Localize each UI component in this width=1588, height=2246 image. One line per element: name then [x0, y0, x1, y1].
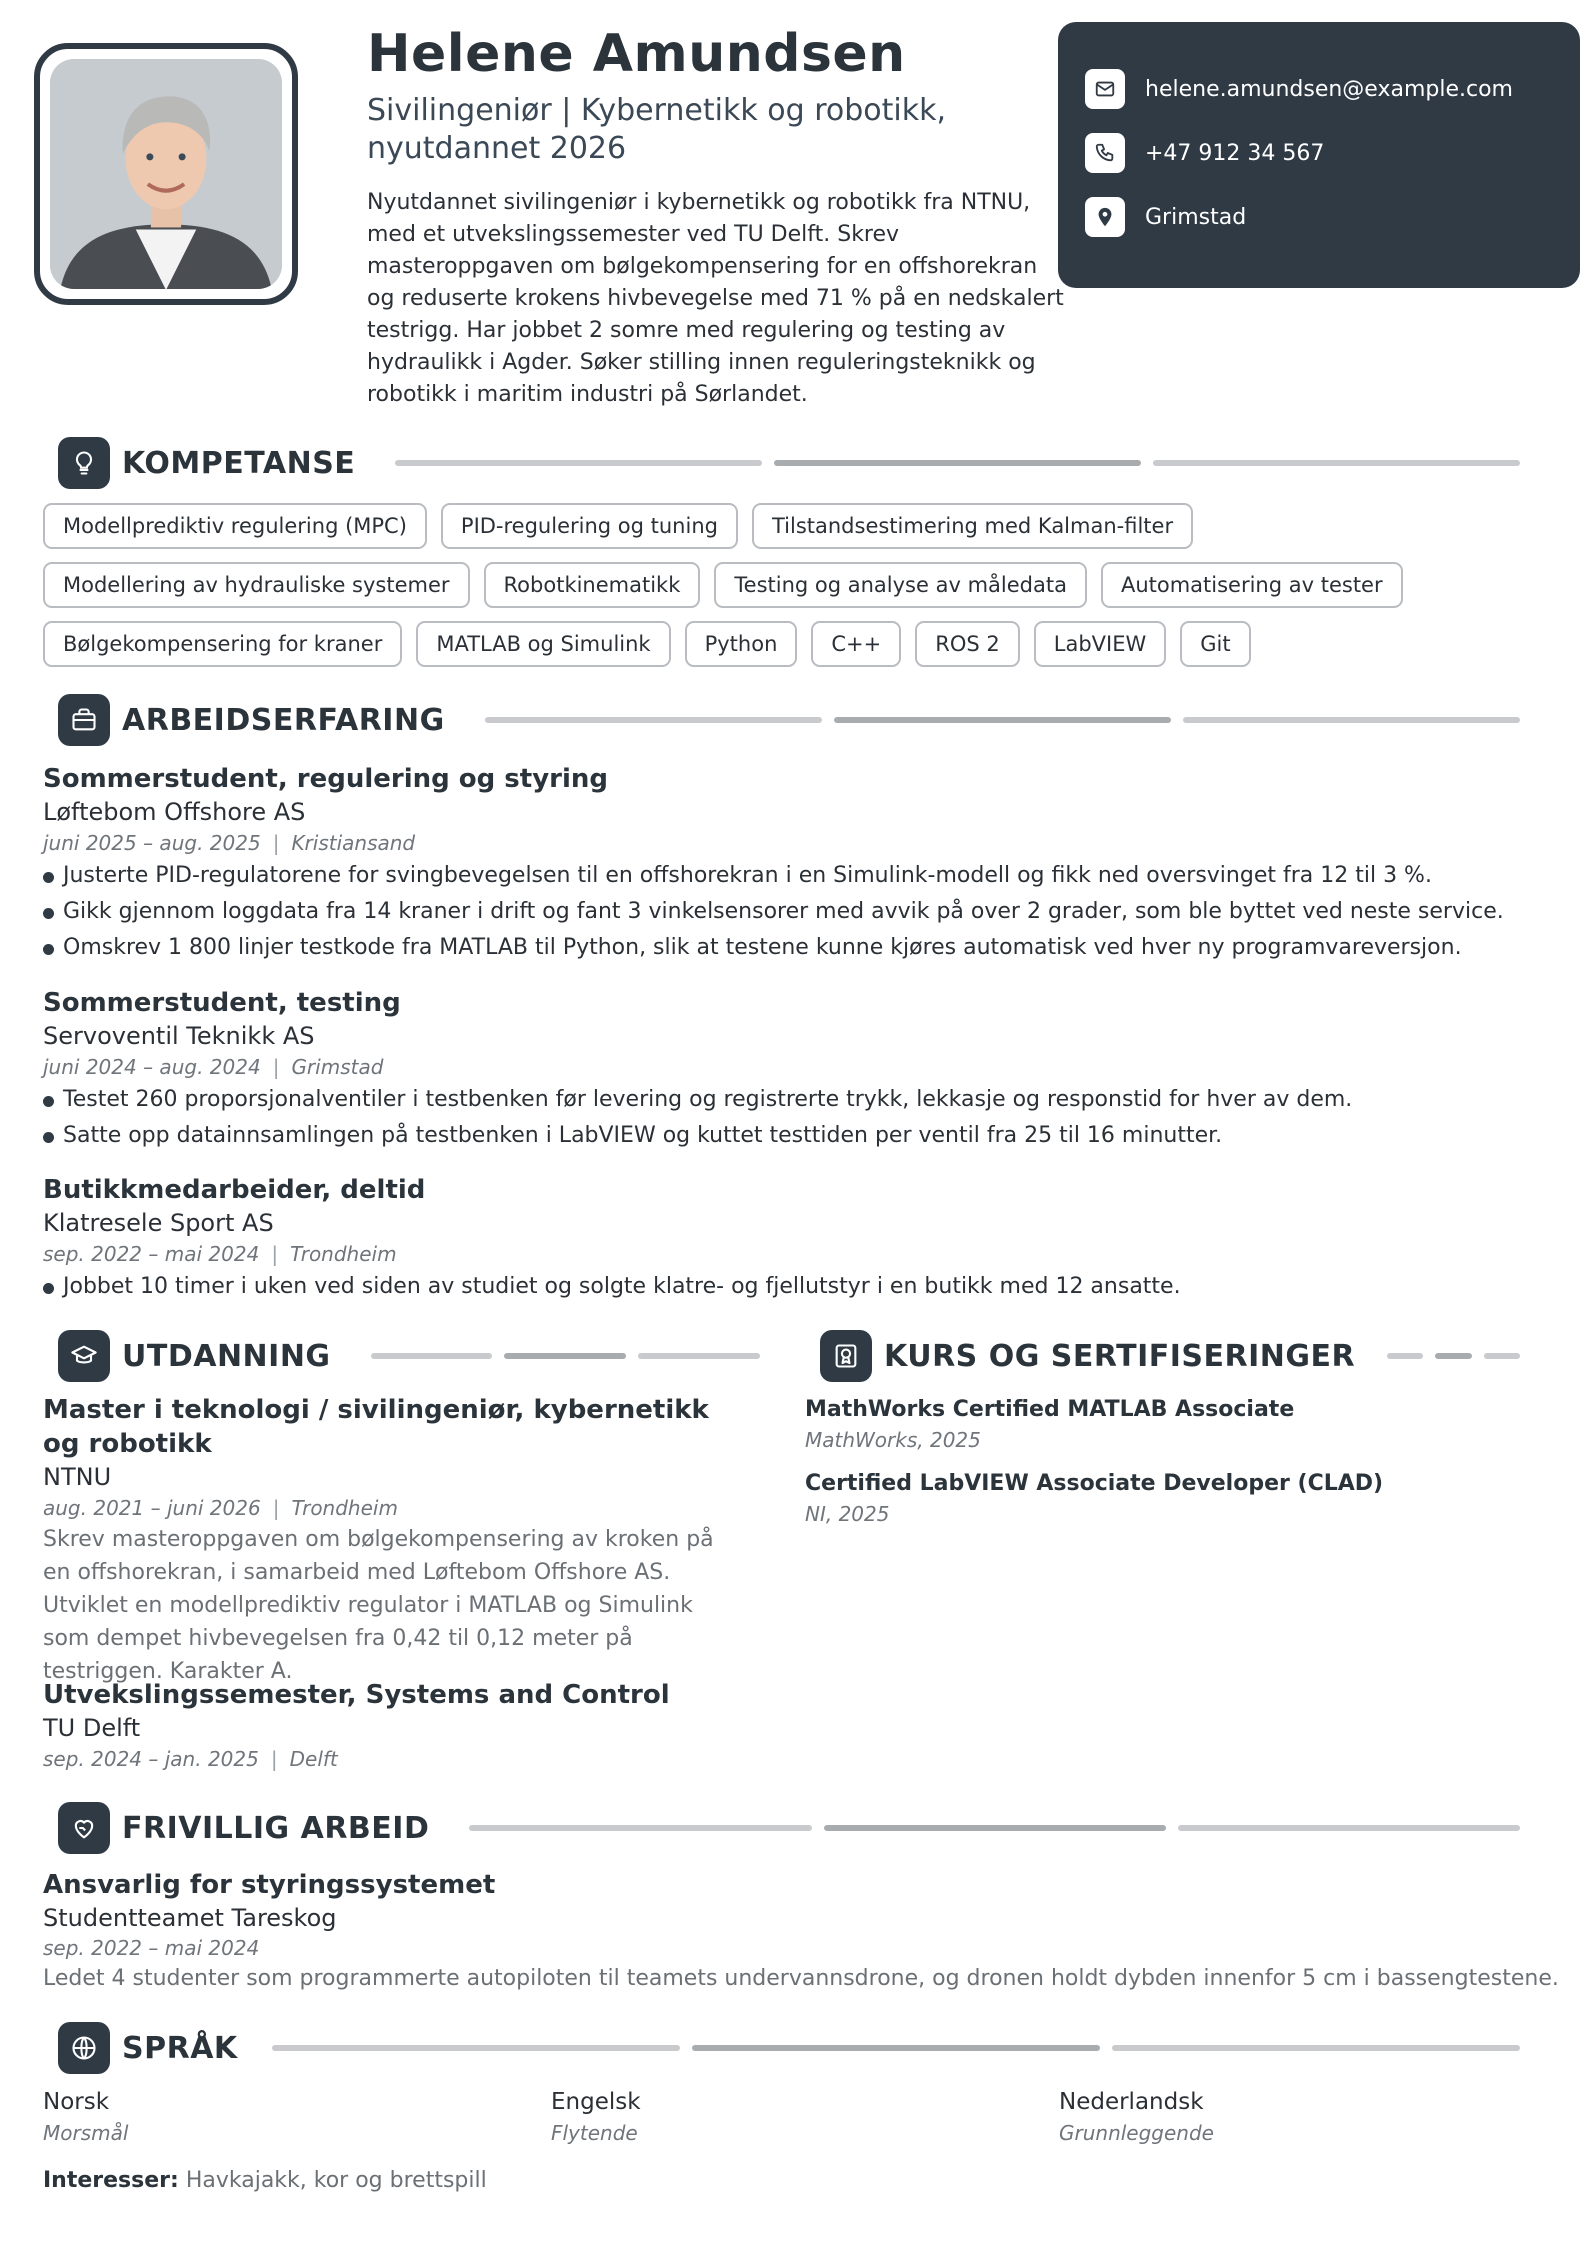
skills-list	[43, 503, 1553, 667]
employer: Servoventil Teknikk AS	[43, 1022, 315, 1050]
skill-chip: LabVIEW	[1034, 621, 1167, 667]
section-title: FRIVILLIG ARBEID	[122, 1810, 430, 1846]
education-place: Delft	[289, 1747, 338, 1771]
profile-summary: Nyutdannet sivilingeniør i kybernetikk og robotikk fra NTNU, med et utvekslingssemester ved TU Delft. Skrev masteroppgaven om bølgekompensering for en offshorekran og reduserte krokens hivbevegelse med 71 % på en nedskalert testrigg. Har jobbet 2 somre med regulering og testing av hydraulikk i Agder. Søker stilling innen reguleringsteknikk og robotikk i maritim industri på Sørlandet.	[367, 190, 1064, 407]
education-description: Skrev masteroppgaven om bølgekompensering av kroken på en offshorekran, i samarbeid med Løftebom Offshore AS. Utviklet en modellprediktiv regulator i MATLAB og Simulink som dempet hivbevegelsen fra 0,42 til 0,12 meter på testriggen. Karakter A.	[43, 1527, 714, 1684]
globe-icon	[58, 2022, 110, 2074]
school: TU Delft	[43, 1714, 141, 1742]
skill-chip: Python	[685, 621, 798, 667]
section-title: KURS OG SERTIFISERINGER	[884, 1338, 1356, 1374]
skill-chip: Testing og analyse av måledata	[714, 562, 1087, 608]
cert-meta: NI, 2025	[805, 1502, 890, 1526]
language-level: Grunnleggende	[1059, 2121, 1214, 2145]
contact-phone	[1058, 132, 1580, 174]
section-title: ARBEIDSERFARING	[122, 702, 445, 738]
skill-chip: MATLAB og Simulink	[416, 621, 670, 667]
skill-chip: Robotkinematikk	[484, 562, 701, 608]
degree-title-line: og robotikk	[43, 1429, 212, 1459]
section-title: UTDANNING	[122, 1338, 331, 1374]
mail-icon	[1085, 69, 1125, 109]
volunteer-role: Ansvarlig for styringssystemet	[43, 1870, 496, 1900]
section-heading-volunteer	[58, 1802, 1520, 1854]
job-place: Trondheim	[290, 1242, 397, 1266]
contact-email	[1058, 68, 1580, 110]
education-dates: sep. 2024 – jan. 2025	[43, 1747, 259, 1771]
list-item: Satte opp datainnsamlingen på testbenken i LabVIEW og kuttet testtiden per ventil fra 25 til 16 minutter.	[43, 1118, 1352, 1154]
education-meta: aug. 2021 – juni 2026 | Trondheim	[43, 1496, 398, 1520]
job-dates: juni 2024 – aug. 2024	[43, 1055, 261, 1079]
skill-chip: ROS 2	[915, 621, 1020, 667]
section-rule	[469, 1825, 1520, 1831]
candidate-name: Helene Amundsen	[367, 24, 906, 84]
section-heading-experience	[58, 694, 1520, 746]
heart-hand-icon	[58, 1802, 110, 1854]
education-place: Trondheim	[291, 1496, 398, 1520]
skill-chip: Git	[1180, 621, 1250, 667]
graduation-cap-icon	[58, 1330, 110, 1382]
location-pin-icon	[1085, 197, 1125, 237]
list-item: Justerte PID-regulatorene for svingbevegelsen til en offshorekran i en Simulink-modell og fikk ned oversvinget fra 12 til 3 %.	[43, 858, 1504, 894]
briefcase-icon	[58, 694, 110, 746]
profile-photo	[50, 59, 282, 289]
phone-icon	[1085, 133, 1125, 173]
list-item: Gikk gjennom loggdata fra 14 kraner i drift og fant 3 vinkelsensorer med avvik på over 2 grader, som ble byttet ved neste service.	[43, 894, 1504, 930]
section-rule	[371, 1353, 760, 1359]
volunteer-description: Ledet 4 studenter som programmerte autopiloten til teamets undervannsdrone, og dronen holdt dybden innenfor 5 cm i bassengtestene.	[43, 1966, 1559, 1991]
language-item	[551, 2086, 641, 2148]
headline-line: nyutdannet 2026	[367, 131, 627, 166]
language-name: Engelsk	[551, 2089, 641, 2115]
employer: Klatresele Sport AS	[43, 1209, 274, 1237]
section-rule	[272, 2045, 1520, 2051]
interests-label: Interesser:	[43, 2168, 179, 2193]
language-name: Nederlandsk	[1059, 2089, 1204, 2115]
contact-location	[1058, 196, 1580, 238]
experience-entry	[43, 1173, 1181, 1305]
job-dates: sep. 2022 – mai 2024	[43, 1242, 260, 1266]
degree-title-line: Master i teknologi / sivilingeniør, kybernetikk	[43, 1395, 709, 1425]
education-entry	[43, 1393, 743, 1688]
skill-chip: Tilstandsestimering med Kalman-filter	[752, 503, 1193, 549]
experience-entry	[43, 986, 1352, 1154]
skill-chip: Modellprediktiv regulering (MPC)	[43, 503, 427, 549]
job-meta: sep. 2022 – mai 2024 | Trondheim	[43, 1242, 397, 1266]
experience-entry	[43, 762, 1504, 966]
section-heading-skills	[58, 437, 1520, 489]
headline-line: Sivilingeniør | Kybernetikk og robotikk,	[367, 93, 947, 128]
section-heading-education	[58, 1330, 760, 1382]
skill-chip: C++	[811, 621, 901, 667]
cert-meta: MathWorks, 2025	[805, 1428, 981, 1452]
list-item: Testet 260 proporsjonalventiler i testbenken før levering og registrerte trykk, lekkasje og responstid for hver av dem.	[43, 1082, 1352, 1118]
interests-line	[43, 2168, 487, 2193]
interests-value: Havkajakk, kor og brettspill	[185, 2168, 487, 2193]
section-heading-certs	[820, 1330, 1520, 1382]
education-dates: aug. 2021 – juni 2026	[43, 1496, 261, 1520]
skill-chip: Automatisering av tester	[1101, 562, 1403, 608]
cert-title: Certified LabVIEW Associate Developer (CLAD)	[805, 1471, 1384, 1496]
section-heading-languages	[58, 2022, 1520, 2074]
cert-entry	[805, 1395, 1294, 1455]
section-rule	[485, 717, 1520, 723]
lightbulb-icon	[58, 437, 110, 489]
candidate-headline	[367, 92, 1047, 168]
education-entry	[43, 1678, 743, 1774]
degree-title	[43, 1393, 743, 1461]
volunteer-entry	[43, 1868, 1559, 1995]
list-item: Omskrev 1 800 linjer testkode fra MATLAB til Python, slik at testene kunne kjøres automatisk ved hver ny programvareversjon.	[43, 930, 1504, 966]
skill-chip: Bølgekompensering for kraner	[43, 621, 402, 667]
section-rule	[1387, 1353, 1520, 1359]
email-text[interactable]: helene.amundsen@example.com	[1145, 76, 1513, 102]
job-meta: juni 2025 – aug. 2025 | Kristiansand	[43, 831, 416, 855]
job-meta: juni 2024 – aug. 2024 | Grimstad	[43, 1055, 384, 1079]
award-icon	[820, 1330, 872, 1382]
profile-photo-frame	[34, 43, 298, 305]
section-rule	[395, 460, 1520, 466]
volunteer-dates: sep. 2022 – mai 2024	[43, 1936, 260, 1960]
job-title: Sommerstudent, regulering og styring	[43, 764, 609, 794]
volunteer-org: Studentteamet Tareskog	[43, 1904, 337, 1932]
language-level: Morsmål	[43, 2121, 129, 2145]
section-title: KOMPETANSE	[122, 445, 356, 481]
skill-chip: Modellering av hydrauliske systemer	[43, 562, 470, 608]
job-title: Sommerstudent, testing	[43, 988, 401, 1018]
contact-panel	[1058, 22, 1580, 288]
job-dates: juni 2025 – aug. 2025	[43, 831, 261, 855]
phone-text[interactable]: +47 912 34 567	[1145, 140, 1325, 166]
cert-entry	[805, 1469, 1383, 1529]
job-place: Grimstad	[291, 1055, 384, 1079]
job-place: Kristiansand	[291, 831, 416, 855]
education-meta: sep. 2024 – jan. 2025 | Delft	[43, 1747, 338, 1771]
job-title: Butikkmedarbeider, deltid	[43, 1175, 426, 1205]
employer: Løftebom Offshore AS	[43, 798, 306, 826]
language-item	[1059, 2086, 1214, 2148]
skill-chip: PID-regulering og tuning	[441, 503, 738, 549]
language-name: Norsk	[43, 2089, 110, 2115]
section-title: SPRÅK	[122, 2030, 238, 2066]
language-item	[43, 2086, 128, 2148]
degree-title: Utvekslingssemester, Systems and Control	[43, 1680, 670, 1710]
school: NTNU	[43, 1463, 112, 1491]
list-item: Jobbet 10 timer i uken ved siden av studiet og solgte klatre- og fjellutstyr i en butikk med 12 ansatte.	[43, 1269, 1181, 1305]
language-level: Flytende	[551, 2121, 638, 2145]
cert-title: MathWorks Certified MATLAB Associate	[805, 1397, 1295, 1422]
location-text: Grimstad	[1145, 204, 1247, 230]
